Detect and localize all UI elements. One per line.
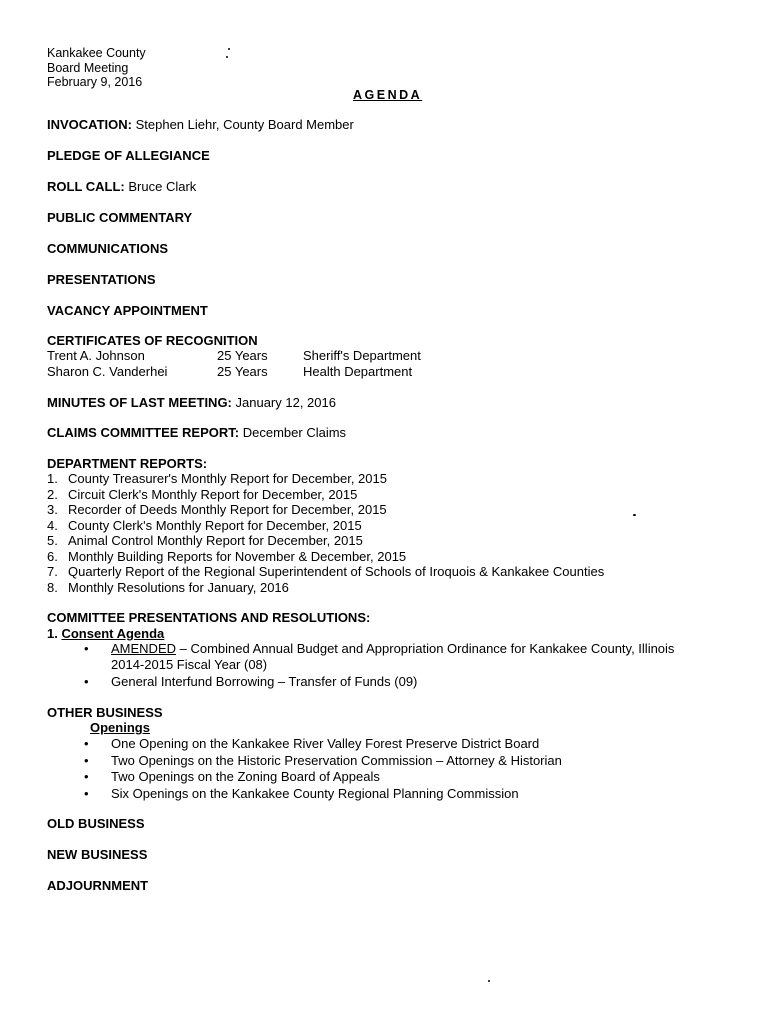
presentations-heading: PRESENTATIONS bbox=[47, 272, 156, 287]
minutes-value: January 12, 2016 bbox=[235, 395, 336, 410]
certificates-heading: CERTIFICATES OF RECOGNITION bbox=[47, 333, 258, 348]
item-continuation: 2014-2015 Fiscal Year (08) bbox=[111, 657, 268, 672]
recipient-years: 25 Years bbox=[217, 348, 268, 363]
department-reports-heading: DEPARTMENT REPORTS: bbox=[47, 456, 208, 471]
bullet-icon: • bbox=[84, 736, 89, 751]
bullet-icon: • bbox=[84, 769, 89, 784]
recipient-department: Health Department bbox=[303, 363, 413, 379]
consent-agenda-number: 1. bbox=[47, 626, 58, 641]
document-header bbox=[47, 46, 146, 90]
minutes-section bbox=[47, 395, 336, 411]
item-text: County Clerk's Monthly Report for December, 2015 bbox=[68, 517, 362, 533]
item-text: One Opening on the Kankakee River Valley Forest Preserve District Board bbox=[111, 736, 540, 751]
roll-call-value: Bruce Clark bbox=[128, 179, 197, 194]
item-number: 1. bbox=[47, 471, 58, 486]
adjournment-heading: ADJOURNMENT bbox=[47, 878, 149, 893]
claims-value: December Claims bbox=[242, 425, 347, 440]
claims-section bbox=[47, 425, 346, 441]
recipient-name: Sharon C. Vanderhei bbox=[47, 363, 168, 379]
new-business-heading: NEW BUSINESS bbox=[47, 847, 148, 862]
invocation-label: INVOCATION: bbox=[47, 117, 132, 132]
bullet-icon: • bbox=[84, 752, 89, 768]
header-meeting: Board Meeting bbox=[47, 60, 129, 75]
pledge-heading: PLEDGE OF ALLEGIANCE bbox=[47, 148, 210, 163]
item-text: General Interfund Borrowing – Transfer of Funds (09) bbox=[111, 674, 418, 689]
invocation-section bbox=[47, 117, 354, 133]
item-text bbox=[111, 641, 674, 657]
item-number: 4. bbox=[47, 517, 58, 533]
item-text: Two Openings on the Historic Preservation Commission – Attorney & Historian bbox=[111, 752, 562, 768]
item-number: 3. bbox=[47, 502, 58, 517]
budget-ordinance-text: – Combined Annual Budget and Appropriation Ordinance for Kankakee County, Illinois bbox=[176, 641, 675, 656]
committee-heading: COMMITTEE PRESENTATIONS AND RESOLUTIONS: bbox=[47, 610, 371, 625]
claims-label: CLAIMS COMMITTEE REPORT: bbox=[47, 425, 240, 440]
bullet-icon: • bbox=[84, 674, 89, 689]
amended-label: AMENDED bbox=[111, 641, 177, 656]
item-text: Monthly Building Reports for November & December, 2015 bbox=[68, 548, 407, 564]
header-date: February 9, 2016 bbox=[47, 75, 143, 89]
header-county: Kankakee County bbox=[47, 46, 146, 60]
invocation-value: Stephen Liehr, County Board Member bbox=[135, 117, 354, 132]
scan-speck bbox=[488, 980, 490, 982]
roll-call-section bbox=[47, 179, 196, 195]
scan-speck bbox=[228, 48, 230, 50]
agenda-title: AGENDA bbox=[353, 88, 423, 102]
consent-agenda-heading bbox=[47, 626, 164, 642]
old-business-heading: OLD BUSINESS bbox=[47, 816, 145, 831]
recipient-department: Sheriff's Department bbox=[303, 348, 421, 363]
item-text: Two Openings on the Zoning Board of Appeals bbox=[111, 769, 380, 784]
bullet-icon: • bbox=[84, 641, 89, 656]
item-number: 6. bbox=[47, 548, 58, 564]
item-text: Quarterly Report of the Regional Superintendent of Schools of Iroquois & Kankakee Counties bbox=[68, 564, 605, 579]
item-number: 8. bbox=[47, 579, 58, 595]
item-text: Circuit Clerk's Monthly Report for December, 2015 bbox=[68, 486, 358, 502]
communications-heading: COMMUNICATIONS bbox=[47, 241, 169, 256]
item-text: Recorder of Deeds Monthly Report for December, 2015 bbox=[68, 502, 387, 517]
other-business-heading: OTHER BUSINESS bbox=[47, 705, 163, 720]
consent-agenda-label: Consent Agenda bbox=[61, 626, 165, 641]
bullet-icon: • bbox=[84, 785, 89, 801]
item-text: Six Openings on the Kankakee County Regional Planning Commission bbox=[111, 785, 519, 801]
item-number: 7. bbox=[47, 564, 58, 579]
public-commentary-heading: PUBLIC COMMENTARY bbox=[47, 210, 193, 225]
item-text: Animal Control Monthly Report for December, 2015 bbox=[68, 533, 363, 548]
roll-call-label: ROLL CALL: bbox=[47, 179, 125, 194]
scan-speck bbox=[633, 514, 636, 516]
item-number: 5. bbox=[47, 533, 58, 548]
recipient-years: 25 Years bbox=[217, 363, 268, 379]
vacancy-heading: VACANCY APPOINTMENT bbox=[47, 303, 208, 318]
item-number: 2. bbox=[47, 486, 58, 502]
item-text: Monthly Resolutions for January, 2016 bbox=[68, 579, 289, 595]
minutes-label: MINUTES OF LAST MEETING: bbox=[47, 395, 232, 410]
recipient-name: Trent A. Johnson bbox=[47, 348, 145, 363]
openings-heading: Openings bbox=[90, 720, 150, 735]
item-text: County Treasurer's Monthly Report for December, 2015 bbox=[68, 471, 387, 486]
scan-speck bbox=[226, 56, 228, 58]
